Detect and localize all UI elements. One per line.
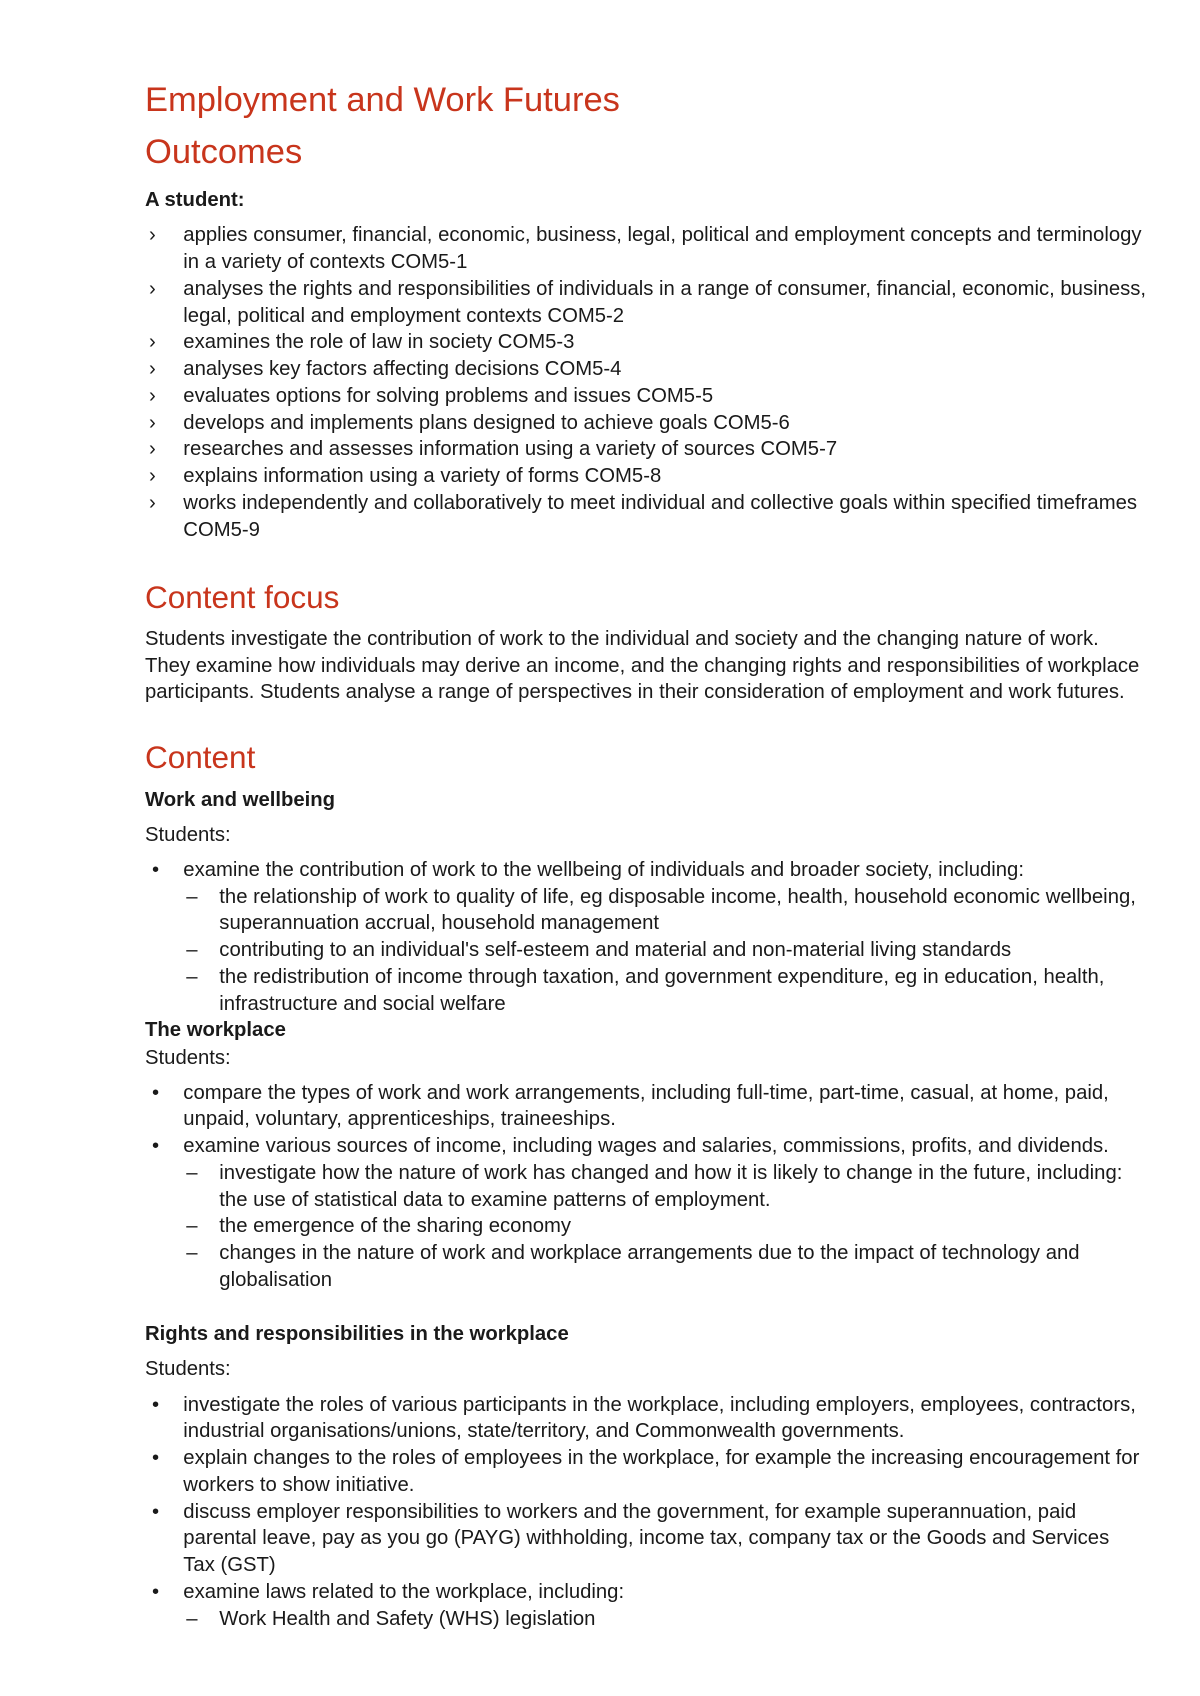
outcome-item [145, 463, 1165, 490]
content-heading: Content [145, 739, 256, 776]
outcomes-intro: A student: [145, 189, 245, 212]
chevron-bullet-icon: › [149, 438, 156, 461]
bullet-dot-icon: • [152, 1500, 160, 1523]
bullet-line: Tax (GST) [183, 1554, 276, 1577]
outcome-line: analyses key factors affecting decisions COM5-4 [183, 358, 622, 381]
dash-bullet-icon: – [186, 1242, 198, 1265]
chevron-bullet-icon: › [149, 465, 156, 488]
dash-bullet-icon: – [186, 885, 198, 908]
bullet-line: workers to show initiative. [183, 1473, 415, 1496]
outcome-item [145, 410, 1165, 437]
paragraph-line: They examine how individuals may derive an income, and the changing rights and responsibilities of workplace [145, 654, 1140, 677]
outcome-line: analyses the rights and responsibilities of individuals in a range of consumer, financial, economic, business, [183, 277, 1147, 300]
outcome-line: explains information using a variety of forms COM5-8 [183, 465, 662, 488]
chevron-bullet-icon: › [149, 224, 156, 247]
bullet-list [145, 857, 1165, 1018]
bullet-dot-icon: • [152, 1393, 160, 1416]
bullet-line: examine laws related to the workplace, including: [183, 1580, 625, 1603]
sub-item [183, 937, 1165, 964]
chevron-bullet-icon: › [149, 411, 156, 434]
dash-bullet-icon: – [186, 1607, 198, 1630]
bullet-dot-icon: • [152, 1447, 160, 1470]
outcome-item [145, 383, 1165, 410]
chevron-bullet-icon: › [149, 358, 156, 381]
sub-item-line: the use of statistical data to examine patterns of employment. [219, 1188, 771, 1211]
sub-item-line: investigate how the nature of work has changed and how it is likely to change in the future, including: [219, 1161, 1123, 1184]
dash-bullet-icon: – [186, 939, 198, 962]
outcome-item [145, 276, 1165, 330]
outcome-line: researches and assesses information using a variety of sources COM5-7 [183, 438, 838, 461]
sub-item [183, 964, 1165, 1018]
sub-item [183, 1213, 1165, 1240]
section-title: Work and wellbeing [145, 789, 336, 812]
bullet-line: examine various sources of income, including wages and salaries, commissions, profits, and dividends. [183, 1135, 1109, 1158]
dash-bullet-icon: – [186, 965, 198, 988]
chevron-bullet-icon: › [149, 277, 156, 300]
bullet-item [145, 857, 1165, 1018]
sub-list [183, 1160, 1165, 1294]
bullet-line: unpaid, voluntary, apprenticeships, traineeships. [183, 1108, 616, 1131]
bullet-item [145, 1133, 1165, 1294]
outcome-line: legal, political and employment contexts COM5-2 [183, 304, 625, 327]
sub-list [183, 1606, 1165, 1633]
outcome-line: examines the role of law in society COM5-3 [183, 331, 575, 354]
sub-item-line: changes in the nature of work and workplace arrangements due to the impact of technology and [219, 1242, 1080, 1265]
bullet-line: industrial organisations/unions, state/territory, and Commonwealth governments. [183, 1420, 905, 1443]
sub-item-line: contributing to an individual's self-esteem and material and non-material living standards [219, 939, 1012, 962]
students-label: Students: [145, 824, 231, 847]
bullet-item [145, 1080, 1165, 1134]
sub-item [183, 1240, 1165, 1294]
chevron-bullet-icon: › [149, 331, 156, 354]
bullet-item [145, 1392, 1165, 1446]
sub-item-line: globalisation [219, 1268, 333, 1291]
outcome-line: develops and implements plans designed to achieve goals COM5-6 [183, 411, 790, 434]
outcome-item [145, 329, 1165, 356]
bullet-list [145, 1080, 1165, 1294]
bullet-dot-icon: • [152, 1081, 160, 1104]
sub-item [183, 884, 1165, 938]
bullet-line: investigate the roles of various participants in the workplace, including employers, employees, contractors, [183, 1393, 1136, 1416]
bullet-line: explain changes to the roles of employees in the workplace, for example the increasing encouragement for [183, 1447, 1140, 1470]
sub-item [183, 1606, 1165, 1633]
dash-bullet-icon: – [186, 1215, 198, 1238]
bullet-dot-icon: • [152, 858, 160, 881]
outcomes-heading: Outcomes [145, 132, 303, 171]
dash-bullet-icon: – [186, 1161, 198, 1184]
paragraph-line: participants. Students analyse a range of perspectives in their consideration of employment and work futures. [145, 681, 1125, 704]
content-focus-heading: Content focus [145, 578, 340, 615]
chevron-bullet-icon: › [149, 491, 156, 514]
bullet-item [145, 1579, 1165, 1633]
students-label: Students: [145, 1357, 231, 1380]
sub-item-line: Work Health and Safety (WHS) legislation [219, 1607, 596, 1630]
bullet-line: examine the contribution of work to the wellbeing of individuals and broader society, including: [183, 858, 1024, 881]
outcome-item [145, 436, 1165, 463]
outcome-line: evaluates options for solving problems and issues COM5-5 [183, 384, 714, 407]
outcome-line: COM5-9 [183, 518, 260, 541]
sub-list [183, 884, 1165, 1018]
bullet-line: discuss employer responsibilities to workers and the government, for example superannuation, paid [183, 1500, 1077, 1523]
bullet-dot-icon: • [152, 1135, 160, 1158]
bullet-item [145, 1499, 1165, 1579]
bullet-line: compare the types of work and work arrangements, including full-time, part-time, casual, at home, paid, [183, 1081, 1109, 1104]
sub-item-line: the relationship of work to quality of life, eg disposable income, health, household economic wellbeing, [219, 885, 1136, 908]
sub-item-line: infrastructure and social welfare [219, 992, 506, 1015]
content-focus-paragraph [145, 626, 1165, 706]
bullet-list [145, 1392, 1165, 1633]
students-label: Students: [145, 1046, 231, 1069]
outcome-line: in a variety of contexts COM5-1 [183, 251, 468, 274]
outcome-line: applies consumer, financial, economic, business, legal, political and employment concepts and terminology [183, 224, 1142, 247]
sub-item [183, 1160, 1165, 1214]
outcomes-list [145, 222, 1165, 543]
paragraph-line: Students investigate the contribution of work to the individual and society and the changing nature of work. [145, 627, 1099, 650]
sub-item-line: the emergence of the sharing economy [219, 1215, 572, 1238]
sub-item-line: superannuation accrual, household management [219, 912, 660, 935]
bullet-line: parental leave, pay as you go (PAYG) withholding, income tax, company tax or the Goods and Services [183, 1527, 1110, 1550]
outcome-item [145, 490, 1165, 544]
bullet-item [145, 1445, 1165, 1499]
chevron-bullet-icon: › [149, 384, 156, 407]
section-title: Rights and responsibilities in the workplace [145, 1322, 569, 1345]
bullet-dot-icon: • [152, 1580, 160, 1603]
page-title: Employment and Work Futures [145, 81, 620, 120]
document-content [145, 80, 1165, 1632]
outcome-line: works independently and collaboratively to meet individual and collective goals within specified timeframes [183, 491, 1138, 514]
section-title: The workplace [145, 1019, 286, 1042]
sub-item-line: the redistribution of income through taxation, and government expenditure, eg in education, health, [219, 965, 1105, 988]
outcome-item [145, 356, 1165, 383]
outcome-item [145, 222, 1165, 276]
